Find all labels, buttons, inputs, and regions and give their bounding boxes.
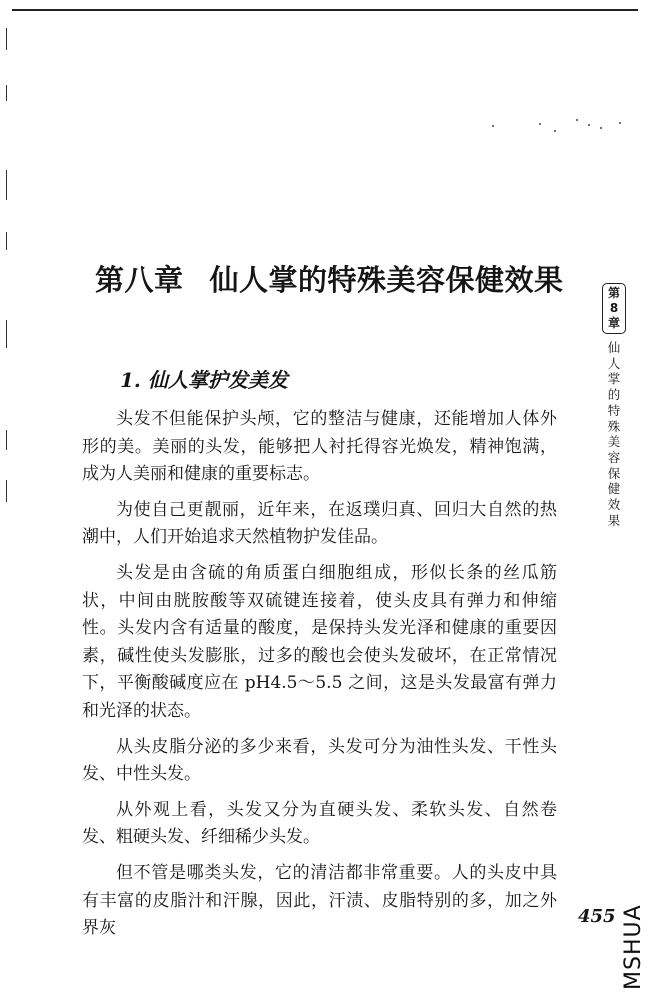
- chapter-tab-title-char: 保: [607, 465, 621, 481]
- chapter-title-text: 仙人掌的特殊美容保健效果: [209, 263, 564, 297]
- paragraph: 从外观上看，头发又分为直硬头发、柔软头发、自然卷发、粗硬头发、纤细稀少头发。: [82, 799, 557, 848]
- paragraph: 为使自己更靓丽，近年来，在返璞归真、回归大自然的热潮中，人们开始追求天然植物护发佳品。: [82, 499, 557, 548]
- scan-edge-line: [6, 28, 7, 50]
- chapter-tab-title-char: 掌: [607, 371, 621, 387]
- chapter-tab-title-char: 美: [607, 434, 621, 450]
- chapter-tab-char: 章: [607, 316, 620, 330]
- chapter-tab-title-char: 的: [607, 387, 621, 403]
- chapter-tab-title-char: 果: [607, 512, 621, 528]
- chapter-tab-box: [602, 283, 626, 334]
- chapter-tab-char: 第: [607, 286, 620, 300]
- paragraph: 从头皮脂分泌的多少来看，头发可分为油性头发、干性头发、中性头发。: [82, 736, 557, 785]
- chapter-tab-title: [602, 340, 626, 528]
- chapter-tab-title-char: 健: [607, 481, 621, 497]
- chapter-tab-title-char: 殊: [607, 418, 621, 434]
- chapter-side-tab: [602, 283, 626, 528]
- scan-edge-line: [6, 430, 7, 450]
- chapter-title: [95, 258, 575, 299]
- watermark-text: MSHUA: [621, 904, 646, 990]
- scan-edge-line: [6, 232, 7, 250]
- chapter-tab-title-char: 人: [607, 355, 621, 371]
- top-rule: [12, 9, 638, 11]
- scan-edge-line: [6, 480, 7, 502]
- watermark: [616, 882, 646, 992]
- page-number: 455: [578, 906, 616, 927]
- chapter-tab-title-char: 容: [607, 449, 621, 465]
- chapter-number: 第八章: [95, 263, 184, 297]
- paragraph: 但不管是哪类头发，它的清洁都非常重要。人的头皮中具有丰富的皮脂汁和汗腺，因此，汗渍、皮脂特别的多，加之外界灰: [82, 862, 557, 939]
- scan-specks: [485, 112, 635, 142]
- scan-edge-line: [6, 320, 7, 348]
- section-heading: 1. 仙人掌护发美发: [120, 368, 288, 392]
- paragraph: 头发是由含硫的角质蛋白细胞组成，形似长条的丝瓜筋状，中间由胱胺酸等双硫键连接着，使头皮具有弹力和伸缩性。头发内含有适量的酸度，是保持头发光泽和健康的重要因素，碱性使头发膨胀，过多的酸也会使头发破坏，在正常情况下，平衡酸碱度应在 pH4.5～5.5 之间，这是头发最富有弹力和光泽的状态。: [82, 562, 557, 721]
- scan-edge-line: [6, 170, 7, 200]
- scan-edge-line: [6, 85, 7, 101]
- chapter-tab-title-char: 效: [607, 497, 621, 513]
- paragraph: 头发不但能保护头颅，它的整洁与健康，还能增加人体外形的美。美丽的头发，能够把人衬托得容光焕发，精神饱满，成为人美丽和健康的重要标志。: [82, 409, 557, 485]
- chapter-tab-title-char: 特: [607, 402, 621, 418]
- chapter-tab-char: 8: [609, 301, 619, 315]
- chapter-tab-title-char: 仙: [607, 340, 621, 355]
- body-text: [82, 406, 557, 951]
